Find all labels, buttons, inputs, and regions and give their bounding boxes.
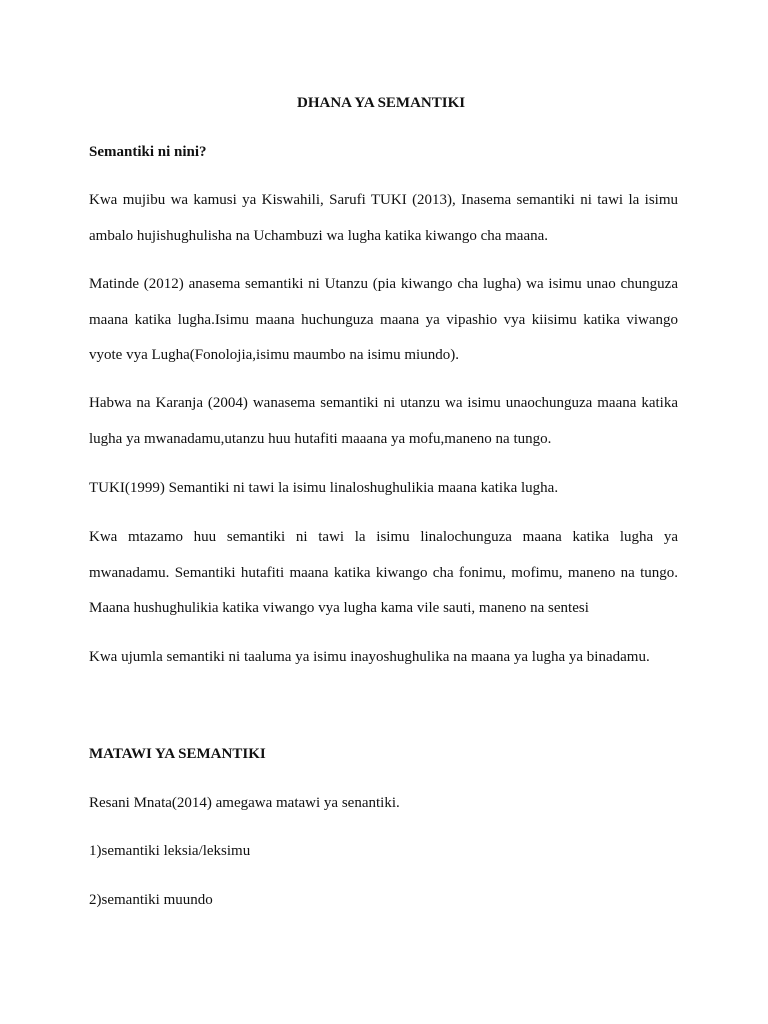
question-heading: Semantiki ni nini? <box>89 144 207 160</box>
paragraph-line: lugha ya mwanadamu,utanzu huu hutafiti maaana ya mofu,maneno na tungo. <box>89 431 552 447</box>
section-intro: Resani Mnata(2014) amegawa matawi ya senantiki. <box>89 795 400 811</box>
paragraph-line: Maana hushughulikia katika viwango vya lugha kama vile sauti, maneno na sentesi <box>89 600 589 616</box>
paragraph-line: ambalo hujishughulisha na Uchambuzi wa lugha katika kiwango cha maana. <box>89 228 549 244</box>
section-heading: MATAWI YA SEMANTIKI <box>89 746 266 762</box>
paragraph-line: Kwa ujumla semantiki ni taaluma ya isimu inayoshughulika na maana ya lugha ya binadamu. <box>89 649 650 665</box>
document-title: DHANA YA SEMANTIKI <box>297 95 466 111</box>
list-item: 1)semantiki leksia/leksimu <box>89 843 251 859</box>
paragraph-line: Habwa na Karanja (2004) wanasema semantiki ni utanzu wa isimu unaochunguza maana katika <box>89 395 678 411</box>
paragraph-line: vyote vya Lugha(Fonolojia,isimu maumbo na isimu miundo). <box>89 347 459 363</box>
paragraph-line: Kwa mtazamo huu semantiki ni tawi la isimu linalochunguza maana katika lugha ya <box>89 529 678 545</box>
list-item: 2)semantiki muundo <box>89 892 213 908</box>
paragraph-line: TUKI(1999) Semantiki ni tawi la isimu linaloshughulikia maana katika lugha. <box>89 480 559 496</box>
paragraph-line: Kwa mujibu wa kamusi ya Kiswahili, Sarufi TUKI (2013), Inasema semantiki ni tawi la isimu <box>89 192 678 208</box>
paragraph-line: maana katika lugha.Isimu maana huchunguza maana ya vipashio vya kiisimu katika viwango <box>89 312 678 328</box>
paragraph-line: mwanadamu. Semantiki hutafiti maana katika kiwango cha fonimu, mofimu, maneno na tungo. <box>89 565 678 581</box>
paragraph-line: Matinde (2012) anasema semantiki ni Utanzu (pia kiwango cha lugha) wa isimu unao chunguza <box>89 276 678 292</box>
